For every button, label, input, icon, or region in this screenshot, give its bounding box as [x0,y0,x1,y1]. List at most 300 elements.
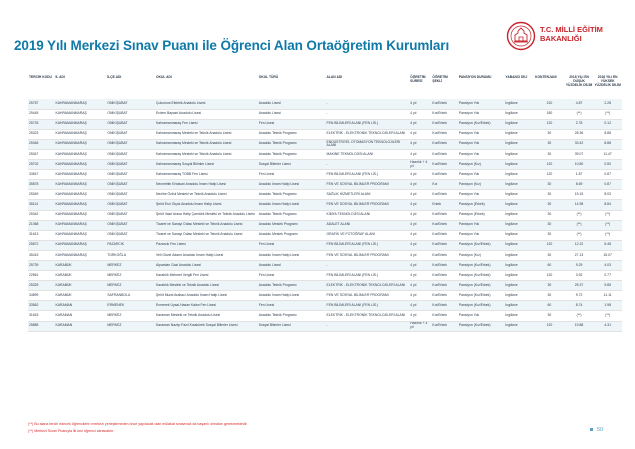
cell-kontenjan: 120 [546,171,553,176]
cell-okul-adi: Kahramanmaraş Mesleki ve Teknik Anadolu Lisesi [156,131,232,136]
cell-tercih-kodu: 25733 [29,121,39,126]
cell-en-dusuk-dilim: (**) [576,232,582,237]
cell-yabanci-dili: İngilizce [505,302,518,307]
cell-ogretim-sekli: Kız [432,181,438,186]
cell-ilce-adi: ONİKİŞUBAT [107,191,128,196]
cell-okul-turu: Anadolu Teknik Programı [258,282,297,287]
cell-yabanci-dili: İngilizce [505,100,518,105]
cell-il-adi: KAHRAMANMARAŞ [55,121,87,126]
cell-okul-adi: Kahramanmaraş Mesleki ve Teknik Anadolu Lisesi [156,151,232,156]
cell-pansiyon-durumu: Pansiyon (Kız) [458,181,481,186]
cell-alan-adi: - [326,161,328,166]
cell-okul-turu: Sosyal Bilimler Lisesi [258,161,291,166]
cell-okul-adi: Karabük Mesleki ve Teknik Anadolu Lisesi [156,282,219,287]
cell-ogretim-suresi: 4 yıl [410,111,417,116]
cell-en-dusuk-dilim: 1.87 [575,171,583,176]
cell-ogretim-suresi: 4 yıl [410,242,417,247]
cell-ilce-adi: ONİKİŞUBAT [107,161,128,166]
cell-okul-adi: Alparslan Gazi Anadolu Lisesi [156,262,201,267]
cell-pansiyon-durumu: Pansiyon Yok [458,222,480,227]
cell-kontenjan: 30 [547,131,552,136]
cell-en-yuksek-dilim: 0.12 [604,121,611,126]
cell-pansiyon-durumu: Pansiyon Yok [458,191,480,196]
table-row [28,160,622,170]
cell-pansiyon-durumu: Pansiyon Yok [458,111,480,116]
cell-ogretim-suresi: 4 yıl [410,302,417,307]
cell-okul-adi: Şehit Murat Arabacı Anadolu İmam Hatip Lisesi [156,292,227,297]
cell-okul-turu: Fen Lisesi [258,171,275,176]
footnote: (**) Merkezi Sınav Puanıyla ilk kez öğrenci alınacaktır. [28,428,115,433]
cell-kontenjan: 180 [546,111,553,116]
cell-ogretim-suresi: 4 yıl [410,171,417,176]
cell-alan-adi: ELEKTRİK - ELEKTRONİK TEKNOLOJİLERİ ALANI [326,313,406,318]
cell-alan-adi: ELEKTRİK - ELEKTRONİK TEKNOLOJİLERİ ALANI [326,282,406,287]
table-row [28,99,622,109]
cell-pansiyon-durumu: Pansiyon Yok [458,232,480,237]
cell-il-adi: KAHRAMANMARAŞ [55,252,87,257]
cell-ogretim-sekli: Kız/Erkek [432,282,447,287]
cell-kontenjan: 30 [547,212,552,217]
cell-kontenjan: 120 [546,121,553,126]
cell-pansiyon-durumu: Pansiyon Yok [458,100,480,105]
cell-alan-adi: ADALET ALANI [326,222,351,227]
cell-tercih-kodu: 25346 [29,141,39,146]
cell-ogretim-sekli: Kız/Erkek [432,323,447,328]
table-row [28,281,622,291]
logo-line1: T.C. MİLLİ EĞİTİM [540,25,603,34]
cell-ilce-adi: ONİKİŞUBAT [107,202,128,207]
cell-pansiyon-durumu: Pansiyon (Kız/Erkek) [458,292,491,297]
table-row [28,230,622,240]
cell-ogretim-sekli: Kız/Erkek [432,121,447,126]
cell-ogretim-suresi: 4 yıl [410,313,417,318]
table-row [28,139,622,149]
cell-ogretim-sekli: Erkek [432,202,442,207]
cell-yabanci-dili: İngilizce [505,161,518,166]
cell-okul-turu: Sosyal Bilimler Lisesi [258,323,291,328]
cell-tercih-kodu: 35878 [29,181,39,186]
ministry-emblem-icon [506,20,536,52]
cell-en-yuksek-dilim: 8.88 [604,141,611,146]
cell-en-dusuk-dilim: 12.22 [574,242,584,247]
cell-ogretim-suresi: Hazırlık + 4 yıl [410,321,428,330]
cell-yabanci-dili: İngilizce [505,141,518,146]
cell-en-dusuk-dilim: 27.13 [574,252,584,257]
header-cell: 2018 YILI EN DÜŞÜK YÜZDELİK DİLİM [565,75,593,88]
cell-en-dusuk-dilim: 8.74 [575,302,583,307]
cell-okul-adi: Nezihe Özkul Mesleki ve Teknik Anadolu Lisesi [156,191,227,196]
cell-pansiyon-durumu: Pansiyon (Kız/Erkek) [458,242,491,247]
cell-yabanci-dili: İngilizce [505,323,518,328]
cell-yabanci-dili: İngilizce [505,111,518,116]
cell-en-dusuk-dilim: 4.87 [575,100,583,105]
cell-kontenjan: 30 [547,151,552,156]
cell-alan-adi: FEN VE SOSYAL BİLİMLER PROGRAMI [326,292,389,297]
cell-en-dusuk-dilim: (**) [576,222,582,227]
cell-tercih-kodu: 25347 [29,151,39,156]
cell-okul-adi: Kahramanmaraş Sosyal Bilimler Lisesi [156,161,214,166]
cell-tercih-kodu: 25872 [29,242,39,247]
cell-alan-adi: FEN BİLİMLERİ ALANI (FEN LİS.) [326,302,379,307]
cell-okul-turu: Anadolu Teknik Programı [258,131,297,136]
cell-ogretim-sekli: Kız/Erkek [432,242,447,247]
header-cell: OKUL TÜRÜ [258,75,279,79]
cell-tercih-kodu: 25323 [29,131,39,136]
cell-ilce-adi: ONİKİŞUBAT [107,131,128,136]
cell-tercih-kodu: 25342 [29,212,39,217]
cell-en-yuksek-dilim: (**) [605,313,611,318]
cell-yabanci-dili: İngilizce [505,181,518,186]
cell-en-dusuk-dilim: 15.15 [574,191,584,196]
cell-yabanci-dili: İngilizce [505,151,518,156]
cell-okul-turu: Anadolu İmam Hatip Lisesi [258,181,300,186]
cell-en-yuksek-dilim: 8.84 [604,202,611,207]
cell-okul-adi: Pazarcık Fen Lisesi [156,242,186,247]
cell-okul-turu: Fen Lisesi [258,242,275,247]
cell-pansiyon-durumu: Pansiyon (Kız/Erkek) [458,323,491,328]
cell-ogretim-suresi: 4 yıl [410,262,417,267]
cell-yabanci-dili: İngilizce [505,242,518,247]
cell-il-adi: KAHRAMANMARAŞ [55,181,87,186]
cell-en-dusuk-dilim: 19.88 [574,323,584,328]
cell-okul-adi: Şehit Vasıf Arasa Hatip Çamtürk Mesleki ve Teknik Anadolu Lisesi [156,212,255,217]
cell-okul-adi: Veli Güzel Adanır Anadolu İmam Hatip Lisesi [156,252,224,257]
cell-yabanci-dili: İngilizce [505,222,518,227]
cell-pansiyon-durumu: Pansiyon (Kız) [458,161,481,166]
cell-ogretim-sekli: Kız/Erkek [432,161,447,166]
cell-okul-adi: Kahramanmaraş Mesleki ve Teknik Anadolu Lisesi [156,141,232,146]
cell-en-dusuk-dilim: 10.80 [574,161,584,166]
page-number [590,427,603,433]
cell-en-yuksek-dilim: 5.48 [604,242,611,247]
cell-ilce-adi: ONİKİŞUBAT [107,151,128,156]
cell-alan-adi: FEN VE SOSYAL BİLİMLER PROGRAMI [326,252,389,257]
page-marker-icon [590,428,593,431]
cell-en-dusuk-dilim: (**) [576,111,582,116]
cell-alan-adi: FEN BİLİMLERİ ALANI (FEN LİS.) [326,272,379,277]
cell-pansiyon-durumu: Pansiyon (Kız/Erkek) [458,302,491,307]
cell-ilce-adi: ONİKİŞUBAT [107,222,128,227]
cell-ogretim-sekli: Kız/Erkek [432,302,447,307]
cell-il-adi: KARABÜK [55,292,72,297]
cell-il-adi: KARAMAN [55,302,73,307]
cell-il-adi: KAHRAMANMARAŞ [55,151,87,156]
cell-okul-adi: Ticaret ve Sanayi Odası Mesleki ve Teknik Anadolu Lisesi [156,232,243,237]
table-row [28,119,622,129]
cell-yabanci-dili: İngilizce [505,121,518,126]
cell-yabanci-dili: İngilizce [505,232,518,237]
header-cell: İLÇE ADI [107,75,122,79]
cell-ilce-adi: ERMENEK [107,302,125,307]
table-row [28,261,622,271]
cell-pansiyon-durumu: Pansiyon Yok [458,141,480,146]
cell-en-yuksek-dilim: 1.98 [604,302,611,307]
cell-tercih-kodu: 33547 [29,171,39,176]
cell-ogretim-sekli: Kız/Erkek [432,262,447,267]
header-cell: YABANCI DİLİ [505,75,528,79]
cell-il-adi: KARAMAN [55,313,73,318]
cell-en-yuksek-dilim: 4.03 [604,262,611,267]
cell-ilce-adi: ONİKİŞUBAT [107,171,128,176]
cell-tercih-kodu: 35415 [29,252,39,257]
cell-yabanci-dili: İngilizce [505,313,518,318]
cell-ogretim-sekli: Kız/Erkek [432,222,447,227]
cell-il-adi: KAHRAMANMARAŞ [55,232,87,237]
cell-en-yuksek-dilim: 15.07 [603,252,612,257]
cell-kontenjan: 30 [547,191,552,196]
cell-ogretim-suresi: 4 yıl [410,191,417,196]
cell-en-dusuk-dilim: 25.37 [574,282,584,287]
page-title: 2019 Yılı Merkezi Sınav Puanı ile Öğrenci Alan Ortaöğretim Kurumları [14,38,450,53]
cell-pansiyon-durumu: Pansiyon (Erkek) [458,212,485,217]
cell-ogretim-suresi: 4 yıl [410,131,417,136]
cell-il-adi: KAHRAMANMARAŞ [55,191,87,196]
cell-kontenjan: 30 [547,141,552,146]
cell-okul-adi: Şehit Erol Olçok Anadolu İmam Hatip Lisesi [156,202,222,207]
cell-alan-adi: FEN VE SOSYAL BİLİMLER PROGRAMI [326,181,389,186]
cell-il-adi: KARABÜK [55,272,72,277]
cell-en-dusuk-dilim: 33.42 [574,141,584,146]
cell-en-dusuk-dilim: 14.98 [574,202,584,207]
cell-ilce-adi: ONİKİŞUBAT [107,141,128,146]
cell-en-dusuk-dilim: 39.07 [574,151,584,156]
cell-yabanci-dili: İngilizce [505,262,518,267]
cell-alan-adi: ELEKTRİK - ELEKTRONİK TEKNOLOJİLERİ ALANI [326,131,406,136]
table-row [28,301,622,311]
cell-alan-adi: FEN BİLİMLERİ ALANI (FEN LİS.) [326,242,379,247]
table-row [28,149,622,159]
cell-okul-turu: Anadolu İmam Hatip Lisesi [258,252,300,257]
cell-okul-turu: Fen Lisesi [258,302,275,307]
cell-okul-adi: Ticaret ve Sanayi Odası Mesleki ve Teknik Anadolu Lisesi [156,222,243,227]
header-cell: KONTENJANI [535,75,557,79]
table-row [28,210,622,220]
cell-alan-adi: - [326,262,328,267]
table-row [28,311,622,321]
cell-kontenjan: 30 [547,202,552,207]
cell-pansiyon-durumu: Pansiyon Yok [458,313,480,318]
table-row [28,180,622,190]
cell-pansiyon-durumu: Pansiyon (Kız/Erkek) [458,272,491,277]
cell-okul-turu: Anadolu Meslek Programı [258,232,298,237]
cell-kontenjan: 210 [546,100,553,105]
cell-pansiyon-durumu: Pansiyon (Kız) [458,252,481,257]
cell-il-adi: KAHRAMANMARAŞ [55,212,87,217]
cell-il-adi: KARABÜK [55,262,72,267]
cell-okul-turu: Anadolu İmam Hatip Lisesi [258,292,300,297]
cell-en-yuksek-dilim: (**) [605,111,611,116]
cell-okul-adi: Ermenek Uysal-Hasan Kalan Fen Lisesi [156,302,216,307]
cell-ogretim-sekli: Kız/Erkek [432,141,447,146]
cell-en-yuksek-dilim: 11.47 [603,151,612,156]
cell-okul-turu: Anadolu İmam Hatip Lisesi [258,202,300,207]
cell-okul-turu: Fen Lisesi [258,121,275,126]
cell-kontenjan: 60 [547,262,552,267]
cell-ilce-adi: MERKEZ [107,323,122,328]
cell-en-yuksek-dilim: 2.28 [604,100,611,105]
table-row [28,321,622,331]
cell-en-yuksek-dilim: 0.87 [604,171,611,176]
cell-okul-turu: Anadolu Teknik Programı [258,212,297,217]
cell-alan-adi: ENDÜSTRİYEL OTOMASYON TEKNOLOJİLERİ ALANI [326,139,401,148]
cell-il-adi: KAHRAMANMARAŞ [55,202,87,207]
cell-kontenjan: 30 [547,181,552,186]
cell-pansiyon-durumu: Pansiyon (Erkek) [458,202,485,207]
cell-tercih-kodu: 25885 [29,323,39,328]
cell-yabanci-dili: İngilizce [505,292,518,297]
cell-ogretim-suresi: 4 yıl [410,151,417,156]
footnote: (**) Bu alana tercih edecek öğrencilerin merkezi yerleştirmeden önce yapılacak olan mülakat sınavında da başarılı olmaları gerekmektedir. [28,422,248,426]
cell-yabanci-dili: İngilizce [505,202,518,207]
table-row [28,220,622,230]
table-row [28,170,622,180]
cell-en-dusuk-dilim: 3.92 [575,272,583,277]
cell-alan-adi: - [326,100,328,105]
cell-ilce-adi: ONİKİŞUBAT [107,121,128,126]
cell-kontenjan: 30 [547,292,552,297]
cell-en-dusuk-dilim: 9.72 [575,292,583,297]
cell-en-dusuk-dilim: (**) [576,212,582,217]
cell-ogretim-suresi: 4 yıl [410,232,417,237]
cell-en-yuksek-dilim: 11.11 [603,292,612,297]
cell-alan-adi: FEN BİLİMLERİ ALANI (FEN LİS.) [326,171,379,176]
cell-yabanci-dili: İngilizce [505,252,518,257]
page-number-text: 50 [597,427,604,433]
cell-kontenjan: 30 [547,222,552,227]
cell-ilce-adi: MERKEZ [107,272,122,277]
header-cell: PANSİYON DURUMU [458,75,492,79]
table-row [28,200,622,210]
cell-tercih-kodu: 25702 [29,161,39,166]
cell-il-adi: KAHRAMANMARAŞ [55,141,87,146]
header-cell: ALAN ADI [326,75,343,79]
cell-ogretim-sekli: Kız/Erkek [432,212,447,217]
cell-il-adi: KAHRAMANMARAŞ [55,161,87,166]
cell-alan-adi: - [326,323,328,328]
cell-yabanci-dili: İngilizce [505,191,518,196]
cell-ogretim-sekli: Kız/Erkek [432,272,447,277]
table-row [28,129,622,139]
cell-pansiyon-durumu: Pansiyon Yok [458,131,480,136]
cell-ilce-adi: TÜRKOĞLU [107,252,127,257]
cell-en-yuksek-dilim: 8.88 [604,131,611,136]
cell-pansiyon-durumu: Pansiyon (Kız/Erkek) [458,121,491,126]
table-row [28,109,622,119]
cell-pansiyon-durumu: Pansiyon Yok [458,171,480,176]
cell-ogretim-sekli: Kız/Erkek [432,100,447,105]
cell-en-yuksek-dilim: (**) [605,212,611,217]
cell-ogretim-suresi: 4 yıl [410,282,417,287]
cell-okul-turu: Anadolu Lisesi [258,262,281,267]
cell-okul-turu: Anadolu Meslek Programı [258,222,298,227]
header-cell: İL ADI [55,75,65,79]
cell-kontenjan: 30 [547,282,552,287]
cell-ogretim-suresi: 4 yıl [410,222,417,227]
cell-kontenjan: 120 [546,272,553,277]
cell-il-adi: KARABÜK [55,282,72,287]
cell-ilce-adi: ONİKİŞUBAT [107,212,128,217]
cell-en-dusuk-dilim: 8.69 [575,181,583,186]
cell-okul-turu: Anadolu Teknik Programı [258,141,297,146]
cell-il-adi: KAHRAMANMARAŞ [55,131,87,136]
cell-okul-adi: Karaman Mesleki ve Teknik Anadolu Lisesi [156,313,221,318]
schools-table [28,75,622,332]
table-row [28,291,622,301]
cell-kontenjan: 30 [547,313,552,318]
cell-alan-adi: MAKİNE TEKNOLOJİSİ ALANI [326,151,373,156]
header-cell: TERCİH KODU [29,75,52,79]
cell-ogretim-sekli: Kız/Erkek [432,111,447,116]
cell-okul-turu: Anadolu Lisesi [258,100,281,105]
cell-ogretim-suresi: Hazırlık + 4 yıl [410,159,428,168]
cell-en-yuksek-dilim: (**) [605,222,611,227]
cell-kontenjan: 120 [546,323,553,328]
cell-en-dusuk-dilim: (**) [576,313,582,318]
cell-alan-adi: GRAFİK VE FOTOĞRAF ALANI [326,232,375,237]
cell-il-adi: KAHRAMANMARAŞ [55,242,87,247]
ministry-logo [506,20,628,54]
cell-tercih-kodu: 35114 [29,202,39,207]
cell-tercih-kodu: 33562 [29,302,39,307]
cell-ogretim-suresi: 4 yıl [410,252,417,257]
cell-ogretim-suresi: 4 yıl [410,272,417,277]
cell-il-adi: KAHRAMANMARAŞ [55,222,87,227]
cell-tercih-kodu: 29445 [29,111,39,116]
cell-kontenjan: 60 [547,302,552,307]
cell-ogretim-sekli: Kız/Erkek [432,292,447,297]
cell-yabanci-dili: İngilizce [505,131,518,136]
cell-alan-adi: FEN BİLİMLERİ ALANI (FEN LİS.) [326,121,379,126]
cell-okul-adi: Erdem Bayazıt Anadolu Lisesi [156,111,202,116]
cell-en-yuksek-dilim: 0.77 [604,272,611,277]
logo-line2: BAKANLIĞI [540,33,582,43]
cell-ilce-adi: ONİKİŞUBAT [107,111,128,116]
cell-ogretim-suresi: 4 yıl [410,292,417,297]
table-row [28,250,622,260]
cell-ogretim-suresi: 4 yıl [410,202,417,207]
cell-ogretim-suresi: 4 yıl [410,121,417,126]
cell-tercih-kodu: 21068 [29,222,39,227]
cell-ogretim-sekli: Kız/Erkek [432,252,447,257]
cell-en-yuksek-dilim: 9.85 [604,282,611,287]
cell-kontenjan: 120 [546,242,553,247]
cell-tercih-kodu: 31615 [29,313,39,318]
cell-yabanci-dili: İngilizce [505,171,518,176]
cell-ogretim-sekli: Kız/Erkek [432,232,447,237]
cell-kontenjan: 30 [547,252,552,257]
table-row [28,240,622,250]
cell-en-dusuk-dilim: 28.36 [574,131,584,136]
cell-pansiyon-durumu: Pansiyon (Kız/Erkek) [458,262,491,267]
cell-alan-adi: FEN VE SOSYAL BİLİMLER PROGRAMI [326,202,389,207]
cell-en-yuksek-dilim: 0.50 [604,161,611,166]
cell-ilce-adi: MERKEZ [107,262,122,267]
cell-ilce-adi: MERKEZ [107,313,122,318]
table-row [28,271,622,281]
cell-ogretim-sekli: Kız/Erkek [432,191,447,196]
cell-en-dusuk-dilim: 9.29 [575,262,583,267]
cell-tercih-kodu: 25349 [29,191,39,196]
header-cell: ÖĞRETİM ŞEKLİ [432,75,448,84]
cell-okul-adi: Kahramanmaraş TOBB Fen Lisesi [156,171,208,176]
cell-okul-turu: Anadolu Lisesi [258,111,281,116]
cell-okul-turu: Anadolu Teknik Programı [258,151,297,156]
cell-yabanci-dili: İngilizce [505,282,518,287]
cell-ilce-adi: ONİKİŞUBAT [107,232,128,237]
cell-en-dusuk-dilim: 2.78 [575,121,583,126]
cell-ilce-adi: PAZARCIK [107,242,125,247]
footnotes [28,421,248,434]
